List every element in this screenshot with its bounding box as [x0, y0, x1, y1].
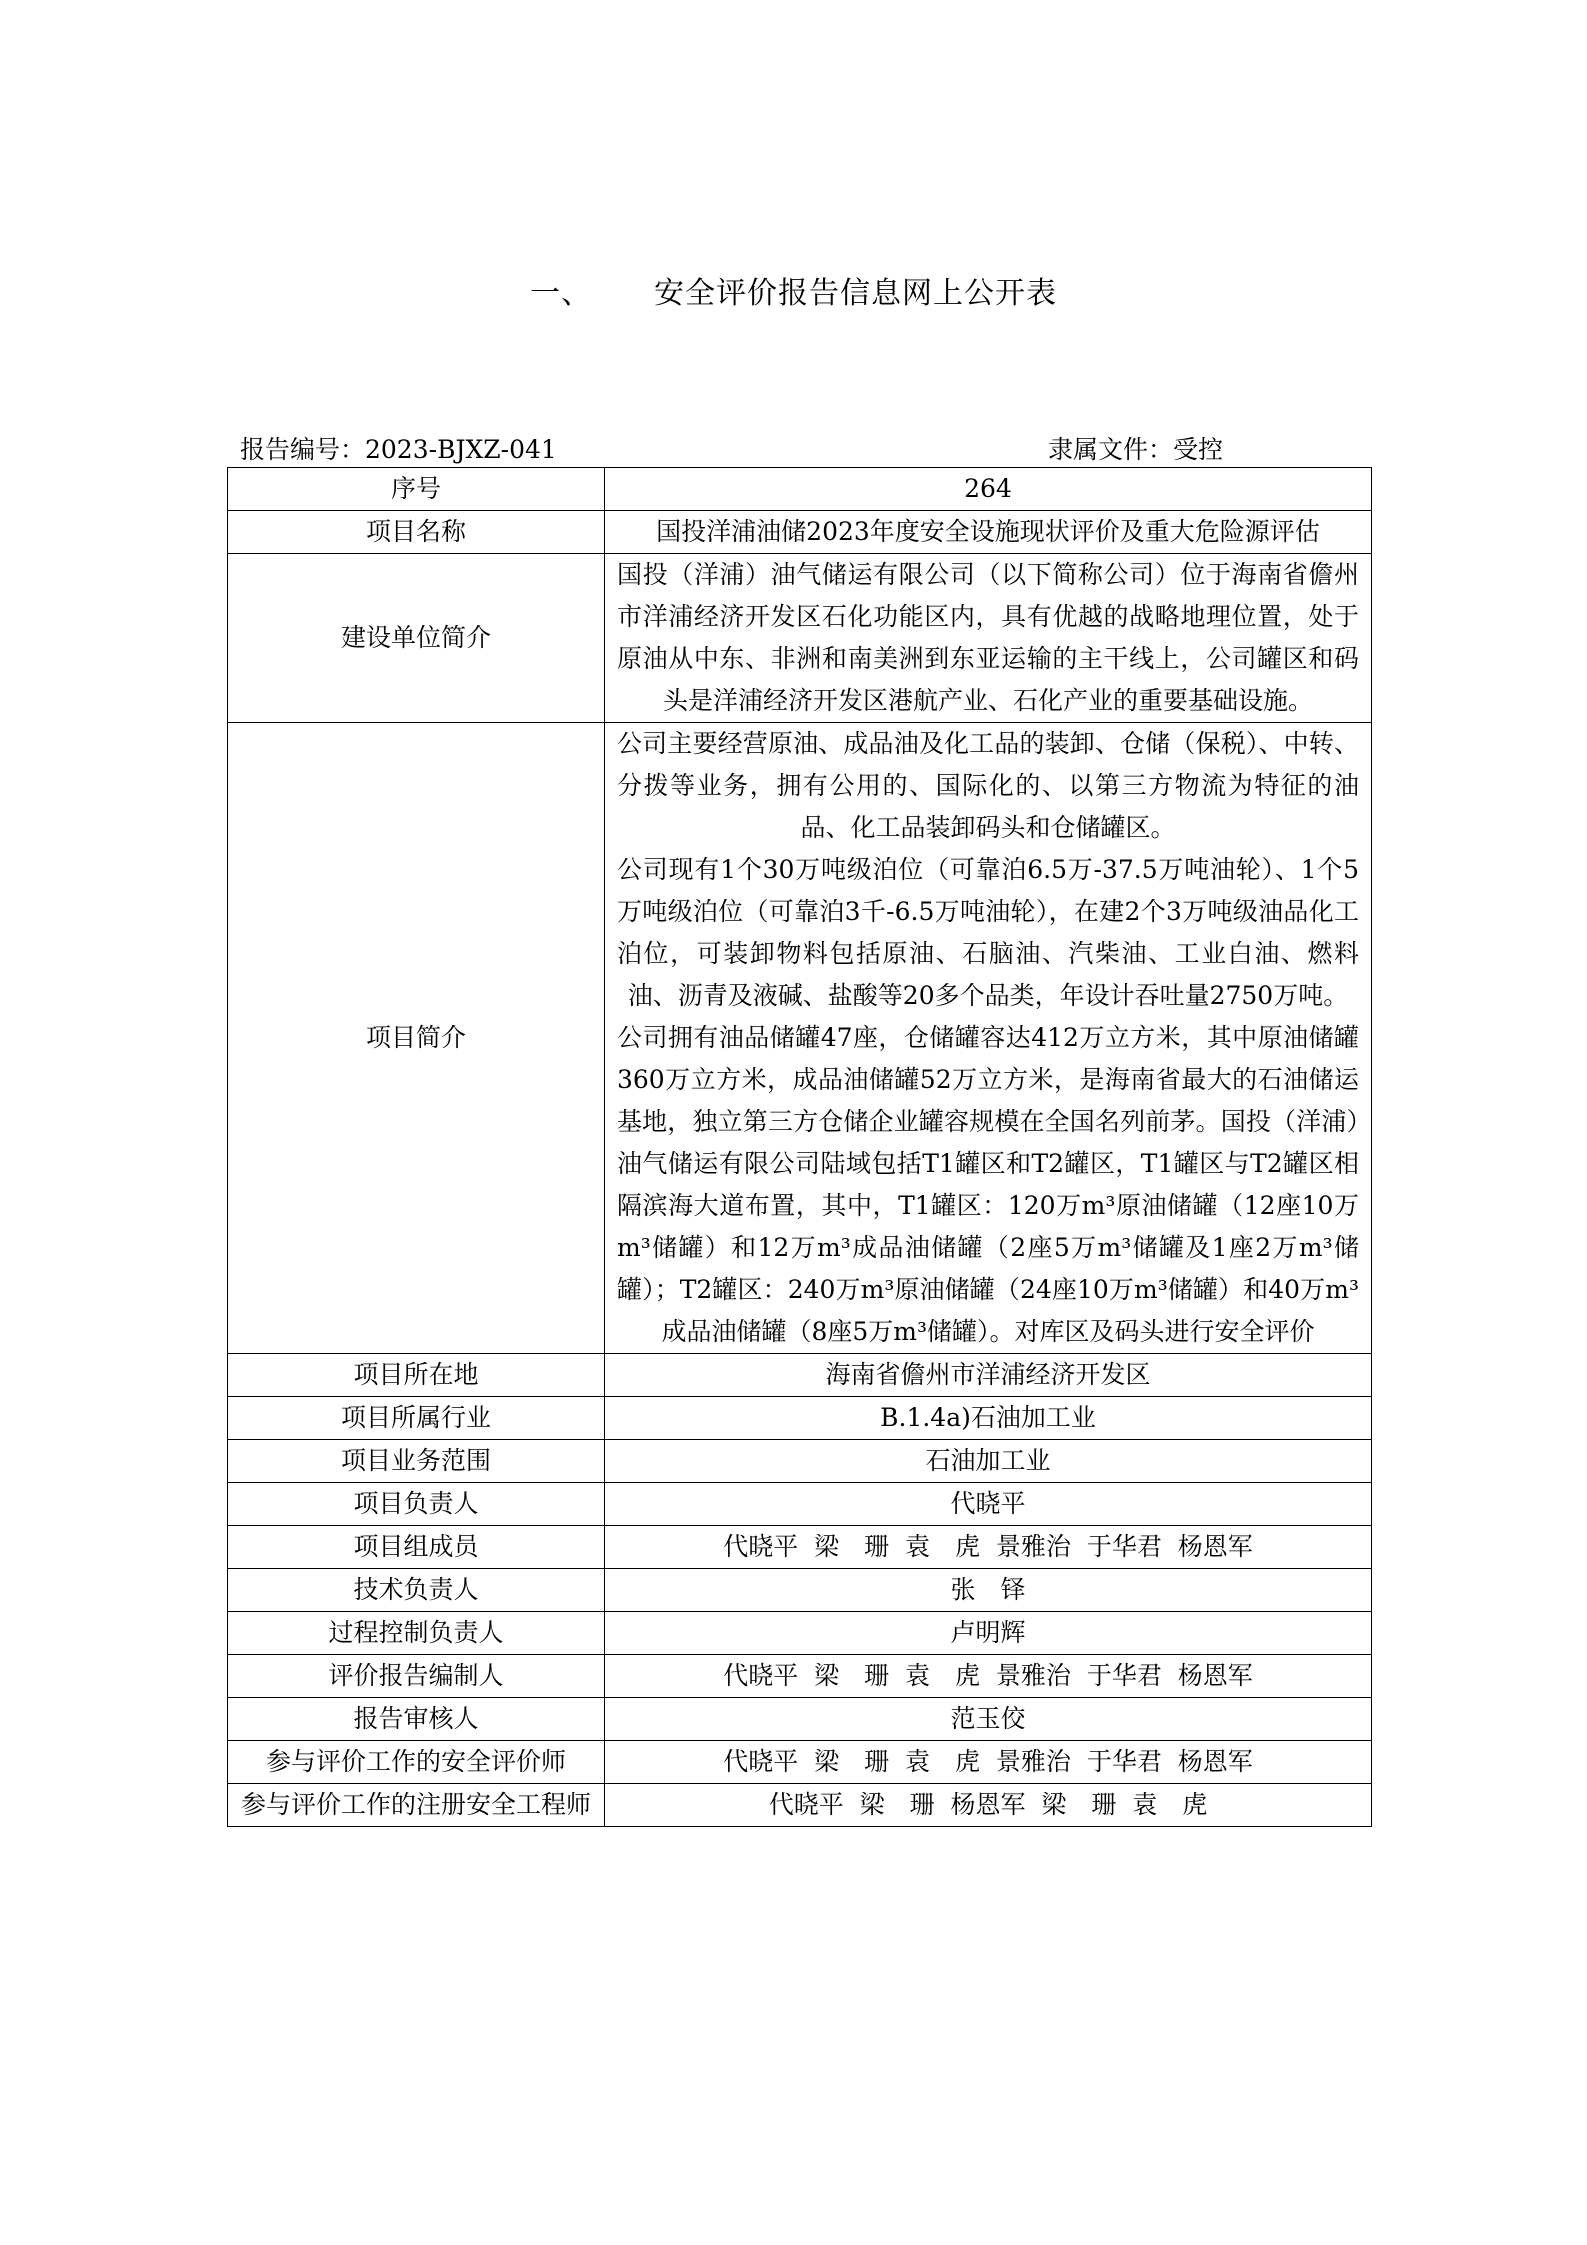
row-label: 建设单位简介 [228, 554, 605, 723]
row-value: 张 铎 [605, 1569, 1372, 1612]
paragraph: 公司拥有油品储罐47座，仓储罐容达412万立方米，其中原油储罐360万立方米，成品油储罐52万立方米，是海南省最大的石油储运基地，独立第三方仓储企业罐容规模在全国名列前茅。国投（洋浦）油气储运有限公司陆域包括T1罐区和T2罐区，T1罐区与T2罐区相隔滨海大道布置，其中，T1罐区：120万m³原油储罐（12座10万m³储罐）和12万m³成品油储罐（2座5万m³储罐及1座2万m³储罐）；T2罐区：240万m³原油储罐（24座10万m³储罐）和40万m³成品油储罐（8座5万m³储罐）。对库区及码头进行安全评价 [617, 1023, 1359, 1346]
row-label: 参与评价工作的注册安全工程师 [228, 1784, 605, 1827]
table-row [228, 1612, 1372, 1655]
row-value: B.1.4a)石油加工业 [605, 1397, 1372, 1440]
row-value: 代晓平 梁 珊 杨恩军 梁 珊 袁 虎 [605, 1784, 1372, 1827]
table-row [228, 723, 1372, 1354]
row-value: 海南省儋州市洋浦经济开发区 [605, 1354, 1372, 1397]
section-number: 一、 [530, 276, 592, 311]
row-value: 石油加工业 [605, 1440, 1372, 1483]
row-label: 项目负责人 [228, 1483, 605, 1526]
document-type: 隶属文件：受控 [1048, 435, 1224, 464]
report-number: 报告编号：2023-BJXZ-041 [240, 435, 557, 464]
row-label: 项目所在地 [228, 1354, 605, 1397]
row-value: 代晓平 [605, 1483, 1372, 1526]
row-label: 序号 [228, 468, 605, 511]
table-row [228, 1741, 1372, 1784]
info-table [227, 467, 1372, 1827]
row-label: 技术负责人 [228, 1569, 605, 1612]
table-row [228, 511, 1372, 554]
table-row [228, 468, 1372, 511]
paragraph: 公司主要经营原油、成品油及化工品的装卸、仓储（保税）、中转、分拨等业务，拥有公用的、国际化的、以第三方物流为特征的油品、化工品装卸码头和仓储罐区。 [617, 729, 1359, 842]
row-label: 项目简介 [228, 723, 605, 1354]
row-value: 264 [605, 468, 1372, 511]
table-row [228, 1526, 1372, 1569]
row-value: 代晓平 梁 珊 袁 虎 景雅治 于华君 杨恩军 [605, 1526, 1372, 1569]
row-label: 项目业务范围 [228, 1440, 605, 1483]
row-label: 项目组成员 [228, 1526, 605, 1569]
table-row [228, 1784, 1372, 1827]
table-row [228, 1397, 1372, 1440]
row-label: 过程控制负责人 [228, 1612, 605, 1655]
row-value: 国投洋浦油储2023年度安全设施现状评价及重大危险源评估 [605, 511, 1372, 554]
row-value: 代晓平 梁 珊 袁 虎 景雅治 于华君 杨恩军 [605, 1655, 1372, 1698]
table-row [228, 1440, 1372, 1483]
row-label: 报告审核人 [228, 1698, 605, 1741]
row-value: 范玉佼 [605, 1698, 1372, 1741]
row-label: 项目所属行业 [228, 1397, 605, 1440]
title-text: 安全评价报告信息网上公开表 [654, 276, 1057, 311]
table-row [228, 1655, 1372, 1698]
row-value: 代晓平 梁 珊 袁 虎 景雅治 于华君 杨恩军 [605, 1741, 1372, 1784]
paragraph: 公司现有1个30万吨级泊位（可靠泊6.5万-37.5万吨油轮）、1个5万吨级泊位（可靠泊3千-6.5万吨油轮），在建2个3万吨级油品化工泊位，可装卸物料包括原油、石脑油、汽柴油、工业白油、燃料油、沥青及液碱、盐酸等20多个品类，年设计吞吐量2750万吨。 [617, 855, 1359, 1010]
row-value: 卢明辉 [605, 1612, 1372, 1655]
table-row [228, 1569, 1372, 1612]
row-label: 参与评价工作的安全评价师 [228, 1741, 605, 1784]
table-row [228, 554, 1372, 723]
row-value [605, 723, 1372, 1354]
table-row [228, 1354, 1372, 1397]
table-row [228, 1698, 1372, 1741]
row-value: 国投（洋浦）油气储运有限公司（以下简称公司）位于海南省儋州市洋浦经济开发区石化功能区内，具有优越的战略地理位置，处于原油从中东、非洲和南美洲到东亚运输的主干线上，公司罐区和码头是洋浦经济开发区港航产业、石化产业的重要基础设施。 [605, 554, 1372, 723]
row-label: 评价报告编制人 [228, 1655, 605, 1698]
page-title [0, 268, 1587, 312]
table-row [228, 1483, 1372, 1526]
row-label: 项目名称 [228, 511, 605, 554]
